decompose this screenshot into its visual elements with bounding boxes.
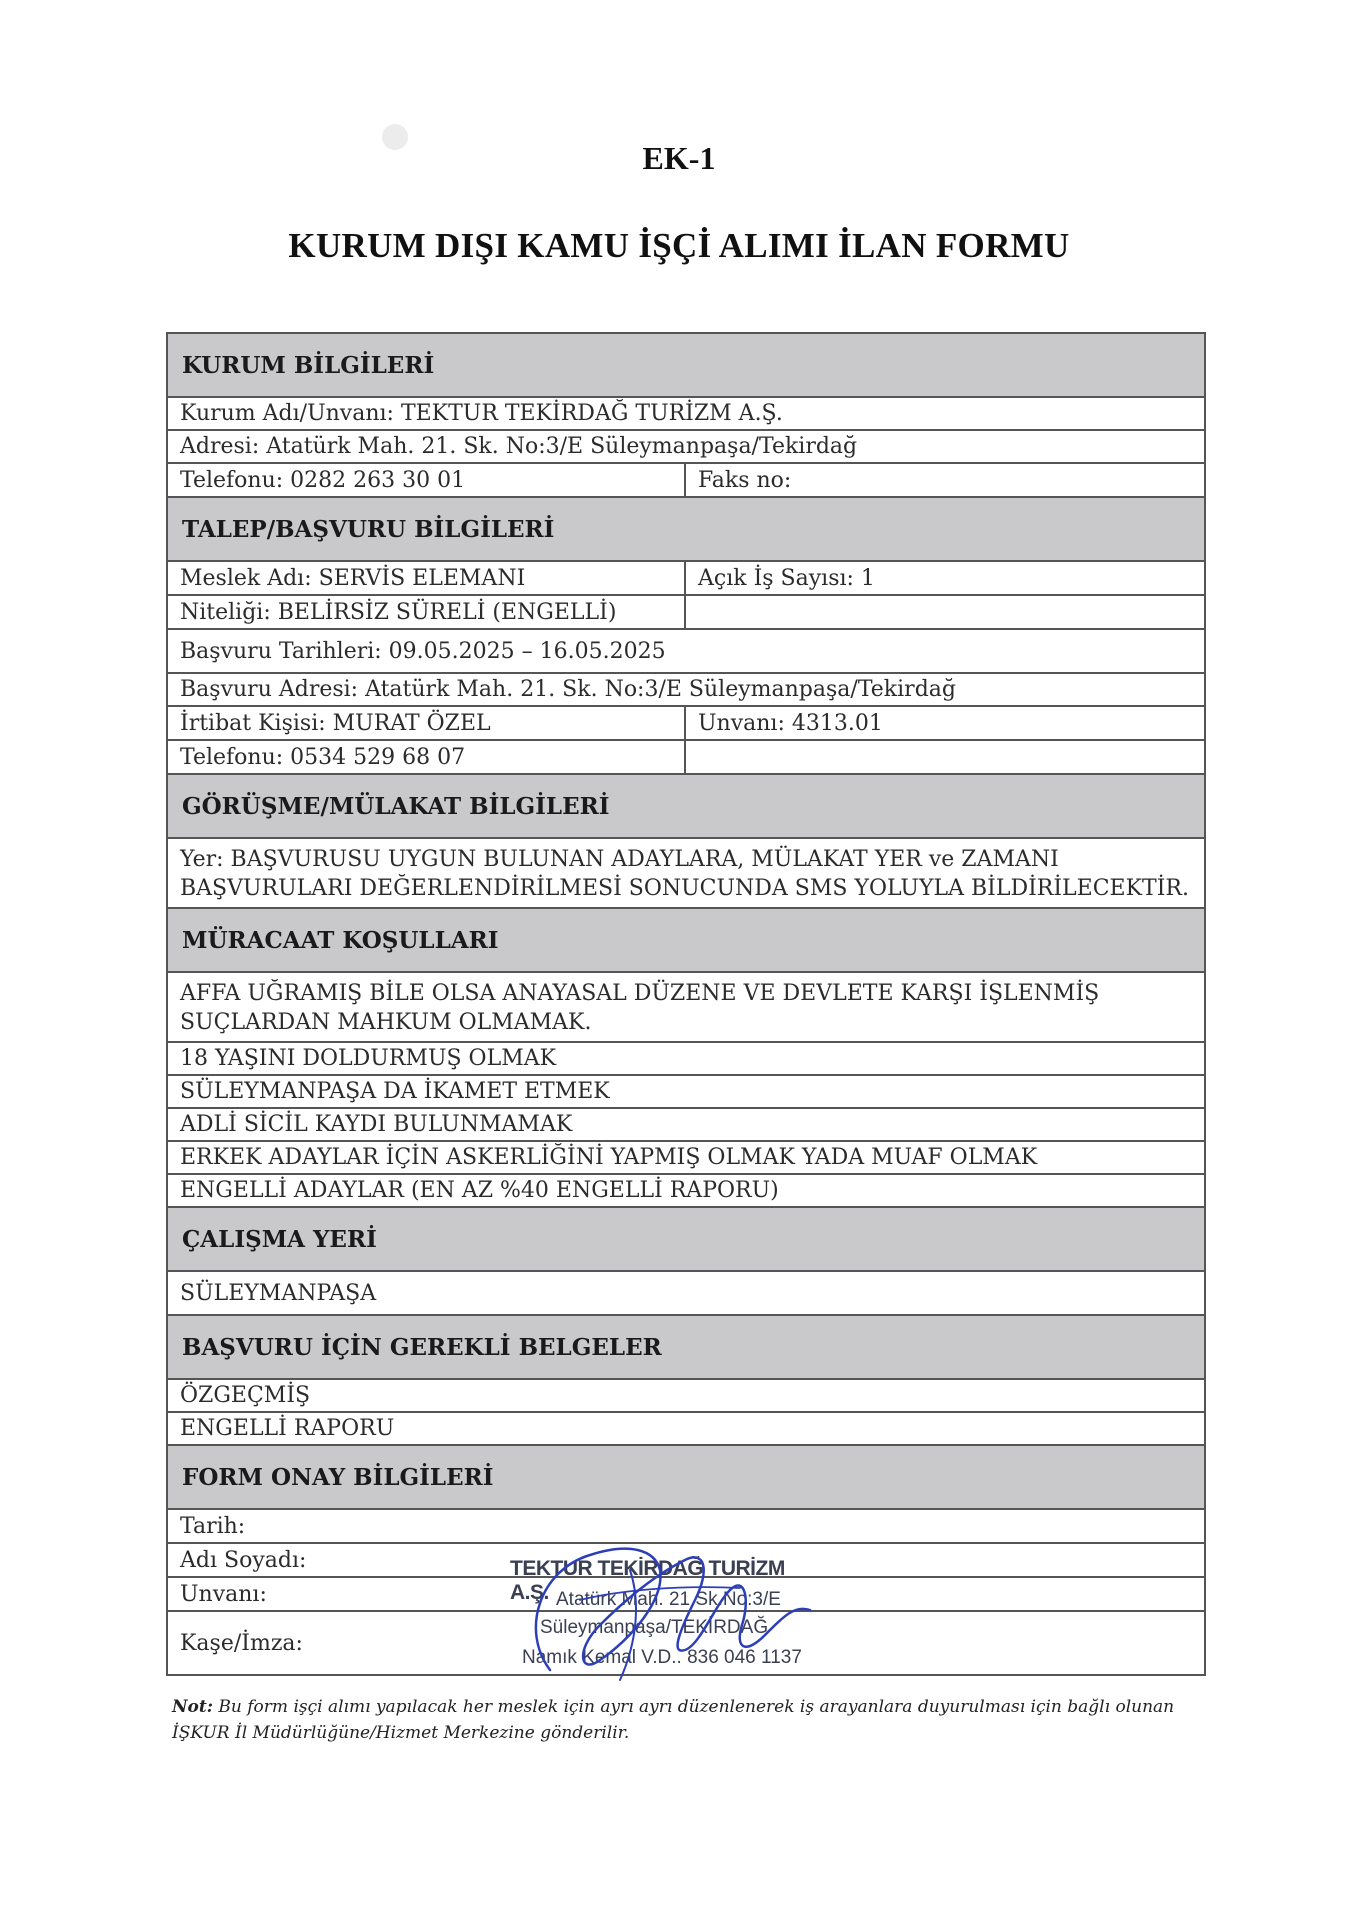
row-gorusme-yer: [168, 839, 1204, 909]
row-calisma-yeri: [168, 1272, 1204, 1316]
section-header-muracaat: MÜRACAAT KOŞULLARI: [168, 909, 1204, 973]
section-header-kurum: KURUM BİLGİLERİ: [168, 334, 1204, 398]
footnote: [172, 1694, 1222, 1746]
row-belge-2: [168, 1413, 1204, 1446]
irtibat-telefon-empty: [686, 741, 1204, 773]
section-header-talep: TALEP/BAŞVURU BİLGİLERİ: [168, 498, 1204, 562]
kosul-5: ERKEK ADAYLAR İÇİN ASKERLİĞİNİ YAPMIŞ OLMAK YADA MUAF OLMAK: [180, 1145, 1038, 1170]
kosul-1-line1: AFFA UĞRAMIŞ BİLE OLSA ANAYASAL DÜZENE VE DEVLETE KARŞI İŞLENMİŞ: [180, 981, 1100, 1006]
row-kosul-4: [168, 1109, 1204, 1142]
row-meslek: [168, 562, 1204, 596]
row-tarihler: [168, 630, 1204, 674]
belge-2: ENGELLİ RAPORU: [180, 1416, 395, 1441]
irtibat-kisisi: İrtibat Kişisi: MURAT ÖZEL: [168, 707, 686, 739]
gorusme-yer-line1: Yer: BAŞVURUSU UYGUN BULUNAN ADAYLARA, MÜLAKAT YER ve ZAMANI: [180, 847, 1059, 872]
nitelik-empty: [686, 596, 1204, 628]
row-belge-1: [168, 1380, 1204, 1413]
kosul-1: [168, 973, 1204, 1041]
stamp-tax-office: Namık Kemal V.D.. 836 046 1137: [522, 1647, 802, 1668]
section-header-onay: FORM ONAY BİLGİLERİ: [168, 1446, 1204, 1510]
belge-1: ÖZGEÇMİŞ: [180, 1383, 311, 1408]
kosul-3: SÜLEYMANPAŞA DA İKAMET ETMEK: [180, 1079, 610, 1104]
basvuru-adresi: Başvuru Adresi: Atatürk Mah. 21. Sk. No:3/E Süleymanpaşa/Tekirdağ: [180, 677, 956, 702]
kosul-1-line2: SUÇLARDAN MAHKUM OLMAMAK.: [180, 1010, 592, 1035]
footnote-label: Not:: [172, 1697, 214, 1717]
nitelik: Niteliği: BELİRSİZ SÜRELİ (ENGELLİ): [168, 596, 686, 628]
row-kurum-telefon: [168, 464, 1204, 498]
row-kosul-3: [168, 1076, 1204, 1109]
row-kurum-adres: [168, 431, 1204, 464]
calisma-yeri: SÜLEYMANPAŞA: [180, 1280, 377, 1306]
row-kosul-1: [168, 973, 1204, 1043]
annex-label: EK-1: [642, 140, 716, 176]
kosul-4: ADLİ SİCİL KAYDI BULUNMAMAK: [180, 1112, 573, 1137]
row-basvuru-adres: [168, 674, 1204, 707]
kurum-faks: Faks no:: [698, 467, 792, 493]
announcement-form: [166, 332, 1206, 1676]
onay-tarih: Tarih:: [180, 1513, 246, 1539]
meslek-adi: Meslek Adı: SERVİS ELEMANI: [168, 562, 686, 594]
section-header-calisma: ÇALIŞMA YERİ: [168, 1208, 1204, 1272]
section-header-gorusme: GÖRÜŞME/MÜLAKAT BİLGİLERİ: [168, 775, 1204, 839]
basvuru-tarihleri: Başvuru Tarihleri: 09.05.2025 – 16.05.2025: [180, 638, 666, 664]
kosul-6: ENGELLİ ADAYLAR (EN AZ %40 ENGELLİ RAPORU): [180, 1178, 779, 1203]
row-kurum-adi: [168, 398, 1204, 431]
irtibat-telefon: Telefonu: 0534 529 68 07: [168, 741, 686, 773]
row-nitelik: [168, 596, 1204, 630]
kurum-telefon: Telefonu: 0282 263 30 01: [168, 464, 686, 496]
row-kosul-2: [168, 1043, 1204, 1076]
onay-unvani: Unvanı:: [180, 1581, 267, 1607]
page-title: KURUM DIŞI KAMU İŞÇİ ALIMI İLAN FORMU: [288, 226, 1070, 265]
kosul-2: 18 YAŞINI DOLDURMUŞ OLMAK: [180, 1046, 557, 1071]
footnote-text: Bu form işçi alımı yapılacak her meslek için ayrı ayrı düzenlenerek iş arayanlara duyurulması için bağlı olunan İŞKUR İl Müdürlüğüne/Hizmet Merkezine gönderilir.: [172, 1697, 1175, 1743]
row-irtibat: [168, 707, 1204, 741]
kurum-adres: Adresi: Atatürk Mah. 21. Sk. No:3/E Süleymanpaşa/Tekirdağ: [180, 434, 858, 459]
irtibat-unvan: Unvanı: 4313.01: [698, 710, 883, 736]
section-header-belgeler: BAŞVURU İÇİN GEREKLİ BELGELER: [168, 1316, 1204, 1380]
gorusme-yer: [168, 839, 1204, 907]
kurum-adi: Kurum Adı/Unvanı: TEKTUR TEKİRDAĞ TURİZM A.Ş.: [180, 401, 783, 426]
stamp-company-name: TEKTUR TEKİRDAĞ TURİZM A.Ş.: [510, 1557, 785, 1604]
stamp-district: Süleymanpaşa/TEKİRDAĞ: [540, 1617, 769, 1638]
row-kosul-5: [168, 1142, 1204, 1175]
row-irtibat-telefon: [168, 741, 1204, 775]
gorusme-yer-line2: BAŞVURULARI DEĞERLENDİRİLMESİ SONUCUNDA SMS YOLUYLA BİLDİRİLECEKTİR.: [180, 876, 1189, 901]
acik-is-sayisi: Açık İş Sayısı: 1: [698, 565, 875, 591]
stamp-address: Atatürk Mah. 21 Sk.No:3/E: [556, 1589, 781, 1610]
handwritten-signature: [480, 1530, 820, 1700]
row-kosul-6: [168, 1175, 1204, 1208]
onay-adi-soyadi: Adı Soyadı:: [180, 1547, 307, 1573]
onay-kase-imza: Kaşe/İmza:: [180, 1630, 303, 1656]
